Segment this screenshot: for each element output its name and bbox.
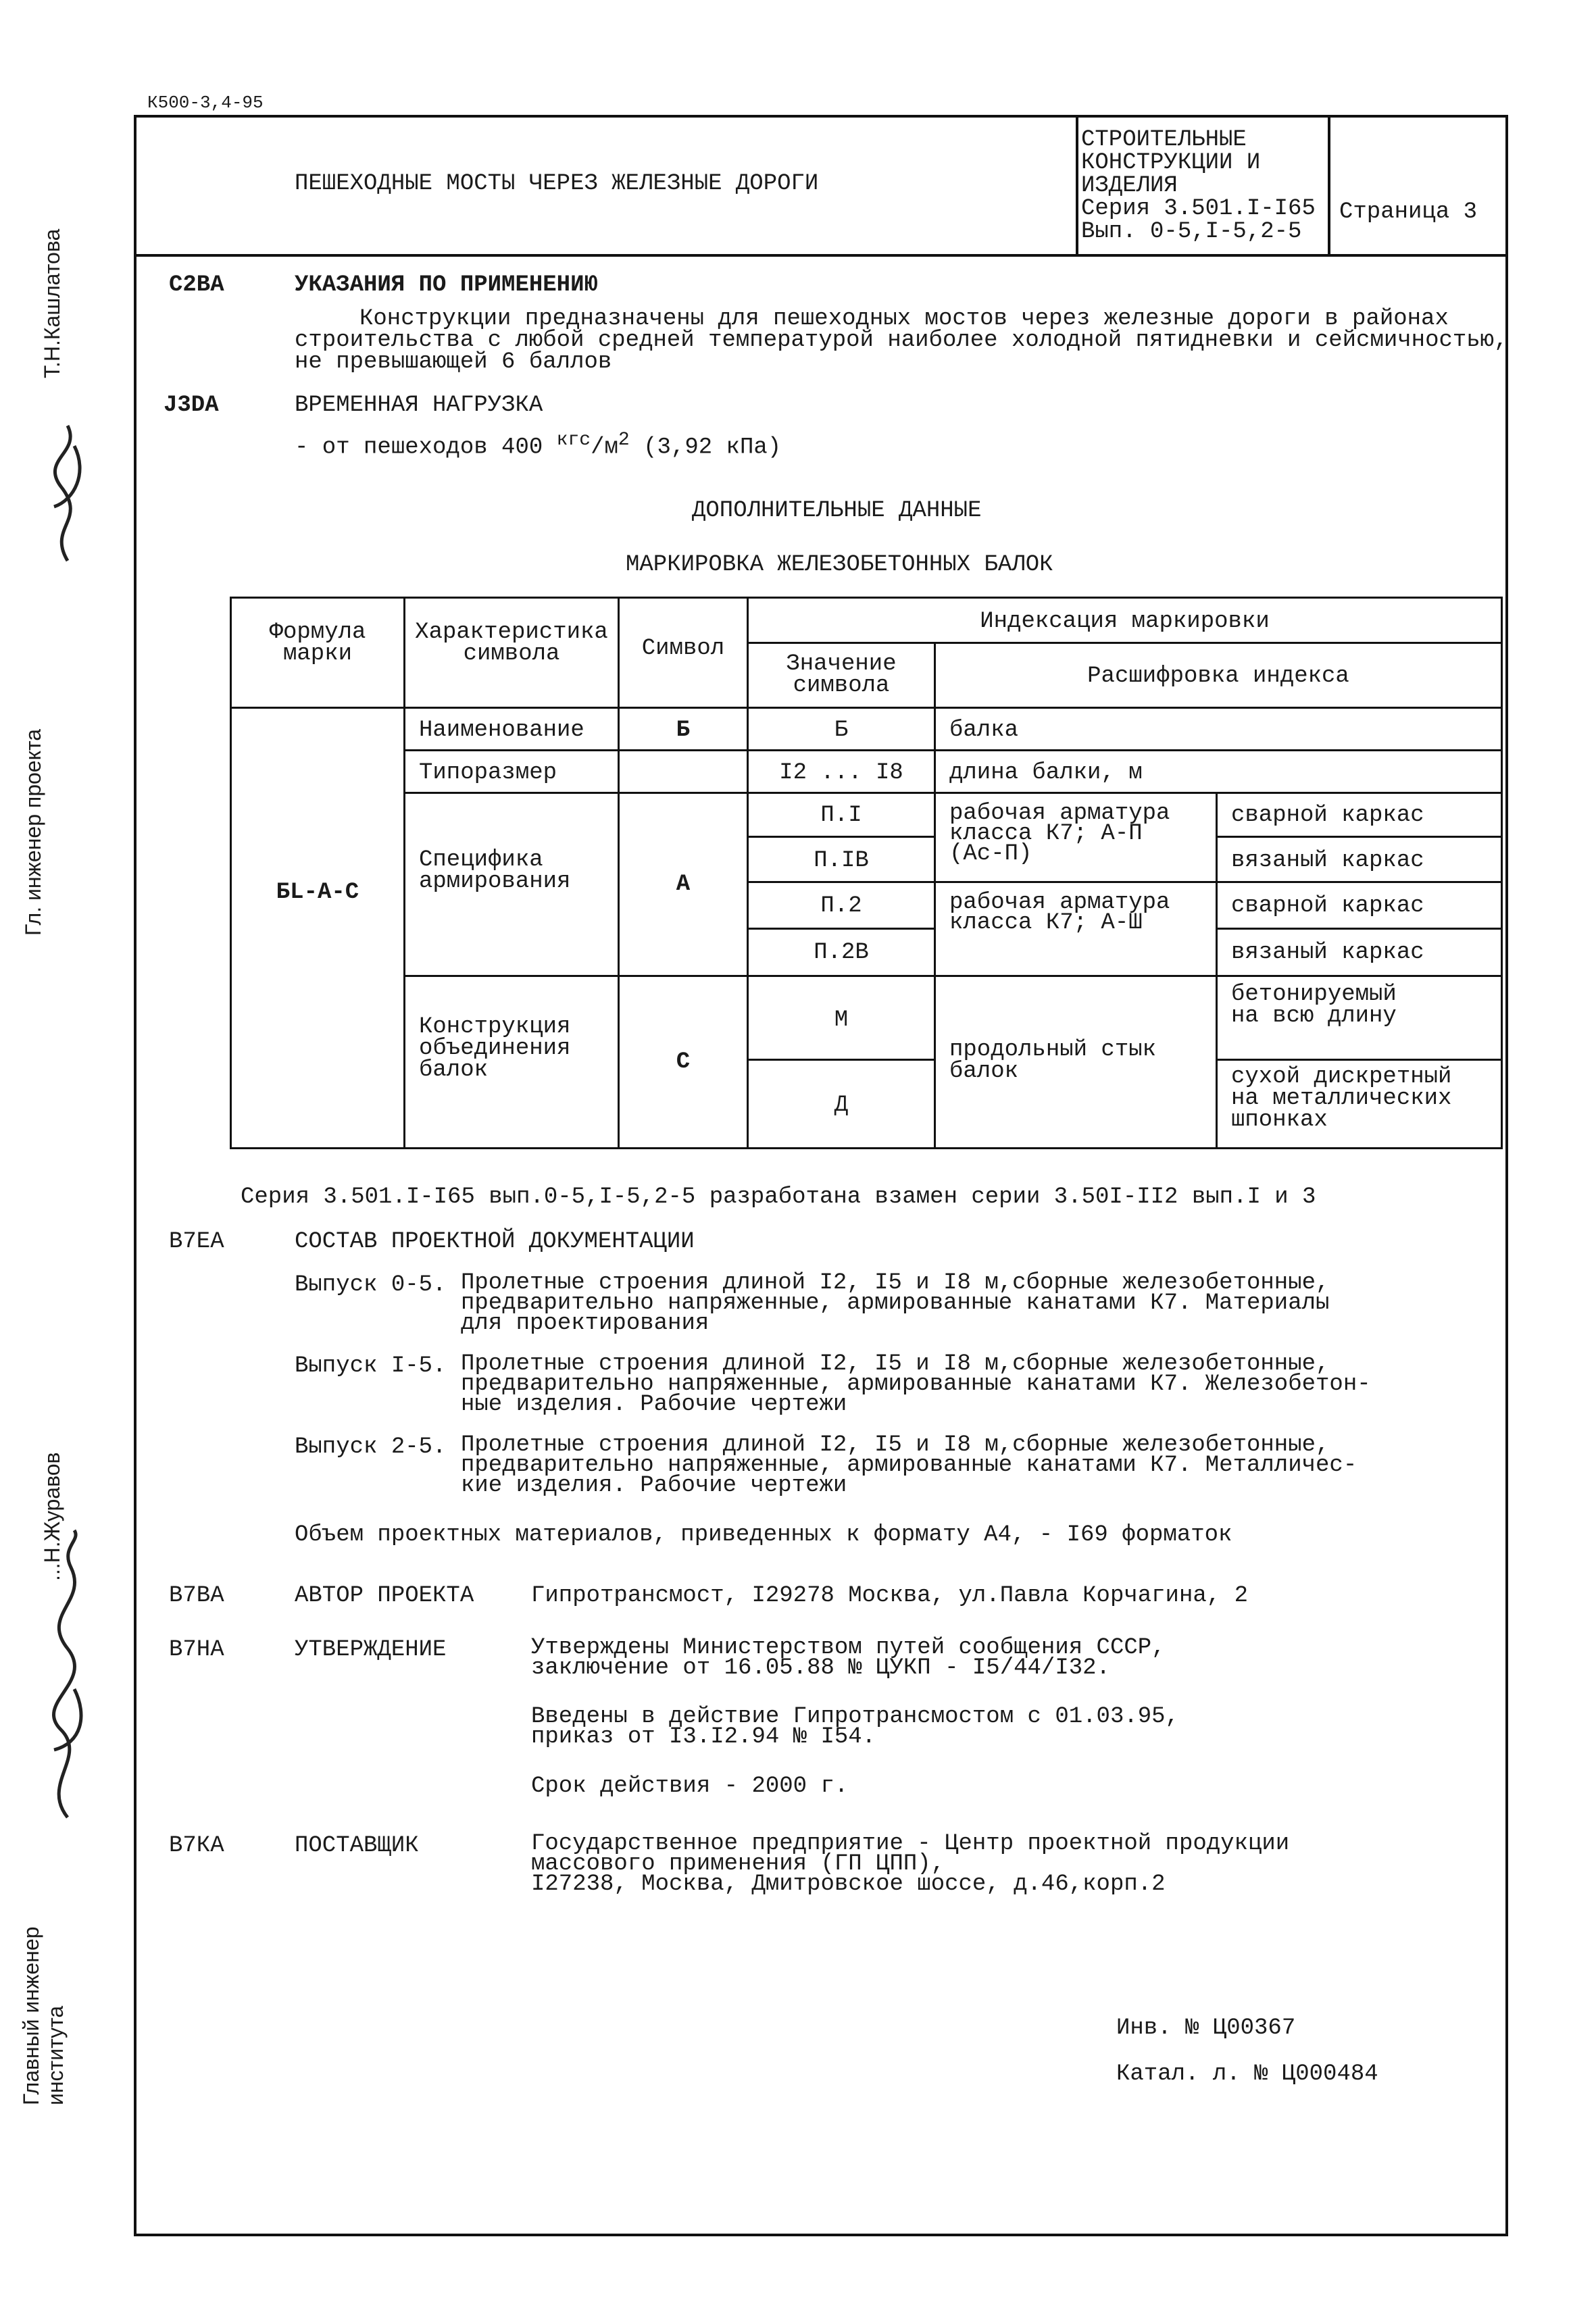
supplier-text: Государственное предприятие - Центр проектной продукции массового применения (ГП ЦПП), I27238, Москва, Дмитровское шоссе, д.46,корп.2 <box>531 1831 1290 1897</box>
arm-v2: П.IВ <box>747 836 936 883</box>
arm-f4: вязаный каркас <box>1216 928 1503 977</box>
con-char: Конструкция объединения балок <box>403 975 620 1149</box>
section-code-b7ha: В7НА <box>169 1637 224 1663</box>
con-sym: С <box>618 975 749 1149</box>
arm-v1: П.I <box>747 792 936 838</box>
margin-chief-project-engineer: Гл. инженер проекта <box>21 728 45 936</box>
th-index: Индексация маркировки <box>747 597 1503 644</box>
header-divider <box>134 254 1508 257</box>
arm-f1: сварной каркас <box>1216 792 1503 838</box>
section-code-c2ba: С2ВА <box>169 272 224 298</box>
header-vline-2 <box>1328 115 1330 255</box>
signature-top <box>27 405 101 568</box>
section-code-b7ea: В7ЕА <box>169 1229 224 1255</box>
header-category: СТРОИТЕЛЬНЫЕ КОНСТРУКЦИИ И ИЗДЕЛИЯ Серия 3.501.I-I65 Вып. 0-5,I-5,2-5 <box>1081 127 1316 245</box>
section-title-approval: УТВЕРЖДЕНИЕ <box>295 1637 447 1663</box>
issue-0-text: Пролетные строения длиной I2, I5 и I8 м,сборные железобетонные, предварительно напряженные, армированные канатами К7. Материалы для проектирования <box>461 1270 1330 1336</box>
r2-sym <box>618 749 749 794</box>
table-title: МАРКИРОВКА ЖЕЛЕЗОБЕТОННЫХ БАЛОК <box>626 552 1053 578</box>
arm-sym: А <box>618 792 749 977</box>
issue-2-label: Выпуск 2-5. <box>295 1434 447 1460</box>
section-title-supplier: ПОСТАВЩИК <box>295 1833 419 1859</box>
th-decode: Расшифровка индекса <box>934 642 1503 709</box>
arm-f2: вязаный каркас <box>1216 836 1503 883</box>
arm-v4: П.2В <box>747 928 936 977</box>
header-title: ПЕШЕХОДНЫЕ МОСТЫ ЧЕРЕЗ ЖЕЛЕЗНЫЕ ДОРОГИ <box>295 171 819 197</box>
th-formula: Формула марки <box>230 597 405 709</box>
usage-text: Конструкции предназначены для пешеходных мостов через железные дороги в районах строительства с любой средней температурой наиболее холодной пятидневки и сейсмичностью, не превышающей 6 баллов <box>295 306 1508 375</box>
marking-table <box>230 597 1503 1149</box>
con-f2: сухой дискретный на металлических шпонках <box>1216 1059 1503 1149</box>
r2-char: Типоразмер <box>403 749 620 794</box>
issue-1-text: Пролетные строения длиной I2, I5 и I8 м,сборные железобетонные, предварительно напряженные, армированные канатами К7. Железобетон- ные изделия. Рабочие чертежи <box>461 1351 1371 1417</box>
section-code-j3da: J3DA <box>164 393 219 418</box>
arm-d1: рабочая арматура класса К7; А-П (Ас-П) <box>934 792 1218 883</box>
section-code-b7ka: В7КА <box>169 1833 224 1859</box>
arm-d2: рабочая арматура класса К7; А-Ш <box>934 881 1218 977</box>
header-vline-1 <box>1076 115 1078 255</box>
formula-cell: БL-А-С <box>230 707 405 1149</box>
page-number: Страница 3 <box>1339 199 1478 225</box>
section-code-b7ba: В7ВА <box>169 1583 224 1609</box>
section-title-usage: УКАЗАНИЯ ПО ПРИМЕНЕНИЮ <box>295 272 598 298</box>
th-symbol: Символ <box>618 597 749 709</box>
arm-char: Специфика армирования <box>403 792 620 977</box>
document-code: К500-3,4-95 <box>147 93 264 113</box>
arm-v3: П.2 <box>747 881 936 930</box>
con-dec: продольный стык балок <box>934 975 1218 1149</box>
margin-signer-low: ...Н.Журавов <box>40 1452 64 1581</box>
r1-char: Наименование <box>403 707 620 751</box>
con-v2: Д <box>747 1059 936 1149</box>
margin-chief-institute-engineer: Главный инженер института <box>19 1926 68 2105</box>
th-characteristic: Характеристика символа <box>403 597 620 709</box>
extra-data-title: ДОПОЛНИТЕЛЬНЫЕ ДАННЫЕ <box>692 498 982 524</box>
con-v1: М <box>747 975 936 1061</box>
r1-val: Б <box>747 707 936 751</box>
catalog-sheet: Катал. л. № Ц000484 <box>1116 2061 1378 2087</box>
issue-2-text: Пролетные строения длиной I2, I5 и I8 м,сборные железобетонные, предварительно напряженные, армированные канатами К7. Металличес- кие изделия. Рабочие чертежи <box>461 1432 1357 1499</box>
r2-val: I2 ... I8 <box>747 749 936 794</box>
arm-f3: сварной каркас <box>1216 881 1503 930</box>
r1-sym: Б <box>618 707 749 751</box>
th-value: Значение символа <box>747 642 936 709</box>
volume-text: Объем проектных материалов, приведенных к формату А4, - I69 форматок <box>295 1522 1232 1548</box>
margin-signer-top: Т.Н.Кашлатова <box>40 228 64 378</box>
issue-0-label: Выпуск 0-5. <box>295 1272 447 1298</box>
author-text: Гипротрансмост, I29278 Москва, ул.Павла Корчагина, 2 <box>531 1583 1248 1609</box>
r2-dec: длина балки, м <box>934 749 1503 794</box>
section-title-author: АВТОР ПРОЕКТА <box>295 1583 474 1609</box>
issue-1-label: Выпуск I-5. <box>295 1353 447 1379</box>
r1-dec: балка <box>934 707 1503 751</box>
approval-p2: Введены в действие Гипротрансмостом с 01.03.95, приказ от I3.I2.94 № I54. <box>531 1704 1179 1750</box>
signature-bottom <box>20 1527 108 1824</box>
section-title-load: ВРЕМЕННАЯ НАГРУЗКА <box>295 393 543 418</box>
approval-p3: Срок действия - 2000 г. <box>531 1774 849 1799</box>
section-title-docs: СОСТАВ ПРОЕКТНОЙ ДОКУМЕНТАЦИИ <box>295 1229 695 1255</box>
series-note: Серия 3.501.I-I65 вып.0-5,I-5,2-5 разработана взамен серии 3.50I-II2 вып.I и 3 <box>241 1184 1316 1210</box>
con-f1: бетонируемый на всю длину <box>1216 975 1503 1061</box>
load-text: - от пешеходов 400 $^{кгс}/м^2$ (3,92 кПа) <box>295 430 782 461</box>
approval-p1: Утверждены Министерством путей сообщения СССР, заключение от 16.05.88 № ЦУКП - I5/44/I32. <box>531 1635 1166 1681</box>
inventory-number: Инв. № Ц00367 <box>1116 2015 1296 2041</box>
